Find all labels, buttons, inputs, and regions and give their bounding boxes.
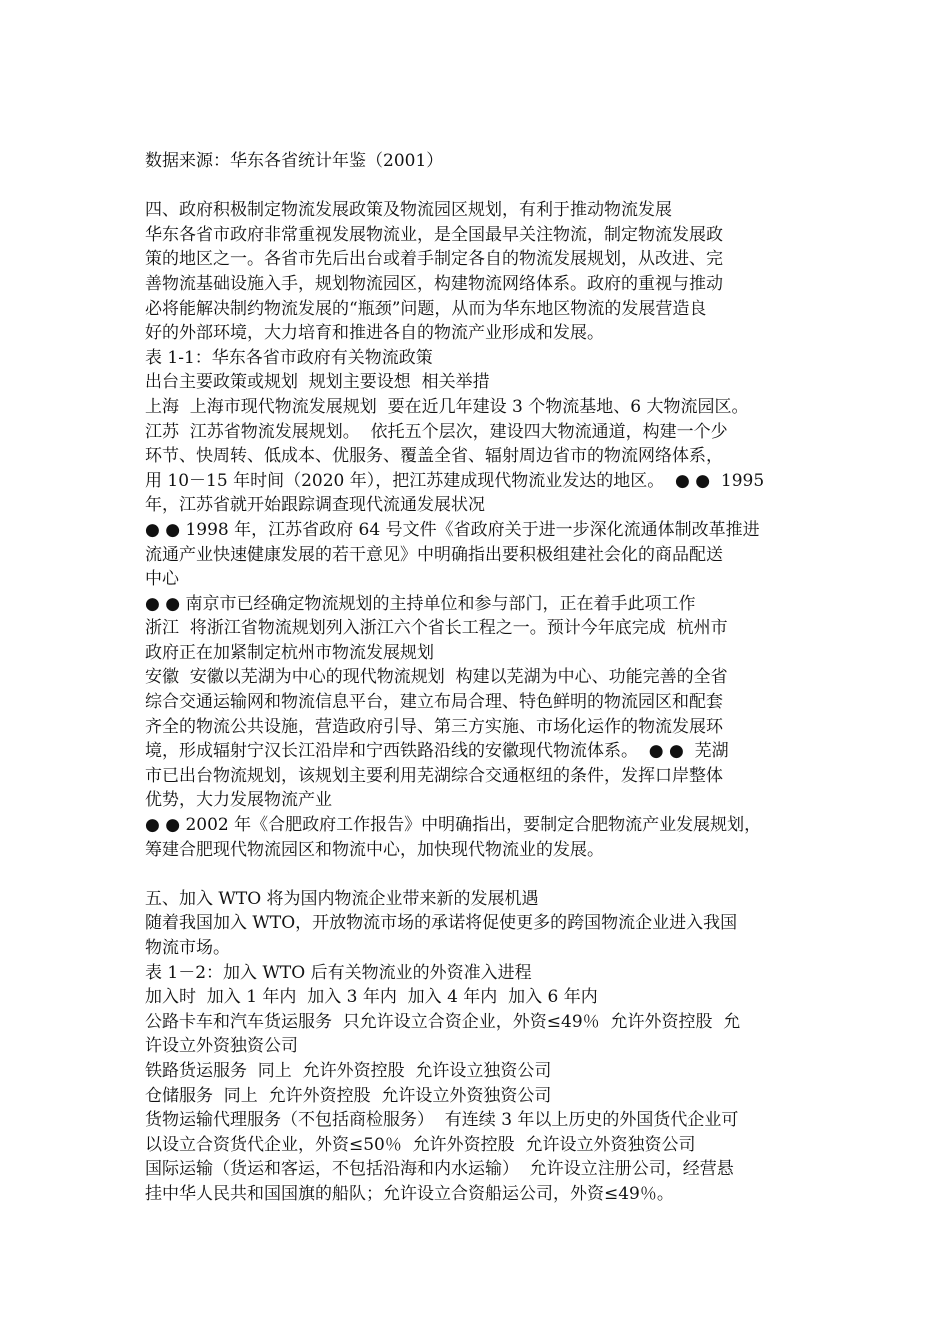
table-line: 综合交通运输网和物流信息平台，建立布局合理、特色鲜明的物流园区和配套 xyxy=(145,692,723,713)
table-1-2-content xyxy=(145,985,820,1206)
section-4-paragraph xyxy=(145,223,820,346)
table-line: 齐全的物流公共设施，营造政府引导、第三方实施、市场化运作的物流发展环 xyxy=(145,716,723,737)
table-line: 江苏 江苏省物流发展规划。 依托五个层次，建设四大物流通道，构建一个少 xyxy=(145,421,728,442)
table-line: 用 10－15 年时间（2020 年），把江苏建成现代物流业发达的地区。 ● ● 1995 xyxy=(145,470,765,491)
paragraph-line: 华东各省市政府非常重视发展物流业，是全国最早关注物流，制定物流发展政 xyxy=(145,224,723,245)
paragraph-line: 策的地区之一。各省市先后出台或着手制定各自的物流发展规划，从改进、完 xyxy=(145,249,723,270)
section-4 xyxy=(145,198,820,862)
table-line: 安徽 安徽以芜湖为中心的现代物流规划 构建以芜湖为中心、功能完善的全省 xyxy=(145,667,728,688)
table-line: ● ● 1998 年，江苏省政府 64 号文件《省政府关于进一步深化流通体制改革推进 xyxy=(145,519,760,540)
table-line: 挂中华人民共和国国旗的船队；允许设立合资船运公司，外资≤49％。 xyxy=(145,1183,674,1204)
table-line: 出台主要政策或规划 规划主要设想 相关举措 xyxy=(145,372,490,393)
table-1-2-title: 表 1－2：加入 WTO 后有关物流业的外资准入进程 xyxy=(145,962,532,983)
table-line: ● ● 南京市已经确定物流规划的主持单位和参与部门，正在着手此项工作 xyxy=(145,593,696,614)
document-page xyxy=(145,149,820,1207)
table-line: 货物运输代理服务（不包括商检服务） 有连续 3 年以上历史的外国货代企业可 xyxy=(145,1110,739,1131)
table-line: 境，形成辐射宁汉长江沿岸和宁西铁路沿线的安徽现代物流体系。 ● ● 芜湖 xyxy=(145,741,729,762)
table-line: 仓储服务 同上 允许外资控股 允许设立外资独资公司 xyxy=(145,1085,552,1106)
paragraph-line: 好的外部环境，大力培育和推进各自的物流产业形成和发展。 xyxy=(145,323,604,344)
table-line: 流通产业快速健康发展的若干意见》中明确指出要积极组建社会化的商品配送 xyxy=(145,544,723,565)
section-5-paragraph xyxy=(145,911,820,960)
table-line: 国际运输（货运和客运，不包括沿海和内水运输） 允许设立注册公司，经营悬 xyxy=(145,1159,734,1180)
table-line: 市已出台物流规划，该规划主要利用芜湖综合交通枢纽的条件，发挥口岸整体 xyxy=(145,765,723,786)
table-line: 公路卡车和汽车货运服务 只允许设立合资企业，外资≤49％ 允许外资控股 允 xyxy=(145,1011,741,1032)
table-line: 环节、快周转、低成本、优服务、覆盖全省、辐射周边省市的物流网络体系， xyxy=(145,446,723,467)
table-line: ● ● 2002 年《合肥政府工作报告》中明确指出，要制定合肥物流产业发展规划， xyxy=(145,815,762,836)
table-1-1-title: 表 1-1：华东各省市政府有关物流政策 xyxy=(145,347,433,368)
blank-line xyxy=(145,862,820,887)
section-5 xyxy=(145,887,820,1207)
paragraph-line: 善物流基础设施入手，规划物流园区，构建物流网络体系。政府的重视与推动 xyxy=(145,273,723,294)
section-5-heading: 五、加入 WTO 将为国内物流企业带来新的发展机遇 xyxy=(145,888,539,909)
section-4-heading: 四、政府积极制定物流发展政策及物流园区规划，有利于推动物流发展 xyxy=(145,200,672,221)
table-line: 年，江苏省就开始跟踪调查现代流通发展状况 xyxy=(145,495,485,516)
table-line: 以设立合资货代企业，外资≤50％ 允许外资控股 允许设立外资独资公司 xyxy=(145,1134,696,1155)
paragraph-line: 随着我国加入 WTO，开放物流市场的承诺将促使更多的跨国物流企业进入我国 xyxy=(145,913,738,934)
paragraph-line: 必将能解决制约物流发展的“瓶颈”问题，从而为华东地区物流的发展营造良 xyxy=(145,298,707,319)
table-line: 许设立外资独资公司 xyxy=(145,1036,298,1057)
table-line: 加入时 加入 1 年内 加入 3 年内 加入 4 年内 加入 6 年内 xyxy=(145,987,598,1008)
table-line: 筹建合肥现代物流园区和物流中心，加快现代物流业的发展。 xyxy=(145,839,604,860)
paragraph-line: 物流市场。 xyxy=(145,938,230,958)
blank-line xyxy=(145,174,820,199)
table-line: 政府正在加紧制定杭州市物流发展规划 xyxy=(145,642,434,663)
table-line: 中心 xyxy=(145,569,179,590)
table-line: 上海 上海市现代物流发展规划 要在近几年建设 3 个物流基地、6 大物流园区。 xyxy=(145,396,749,417)
source-note: 数据来源：华东各省统计年鉴（2001） xyxy=(145,151,444,171)
table-1-1-content xyxy=(145,370,820,862)
table-line: 优势，大力发展物流产业 xyxy=(145,790,332,811)
table-line: 浙江 将浙江省物流规划列入浙江六个省长工程之一。预计今年底完成 杭州市 xyxy=(145,618,728,639)
table-line: 铁路货运服务 同上 允许外资控股 允许设立独资公司 xyxy=(145,1060,552,1081)
